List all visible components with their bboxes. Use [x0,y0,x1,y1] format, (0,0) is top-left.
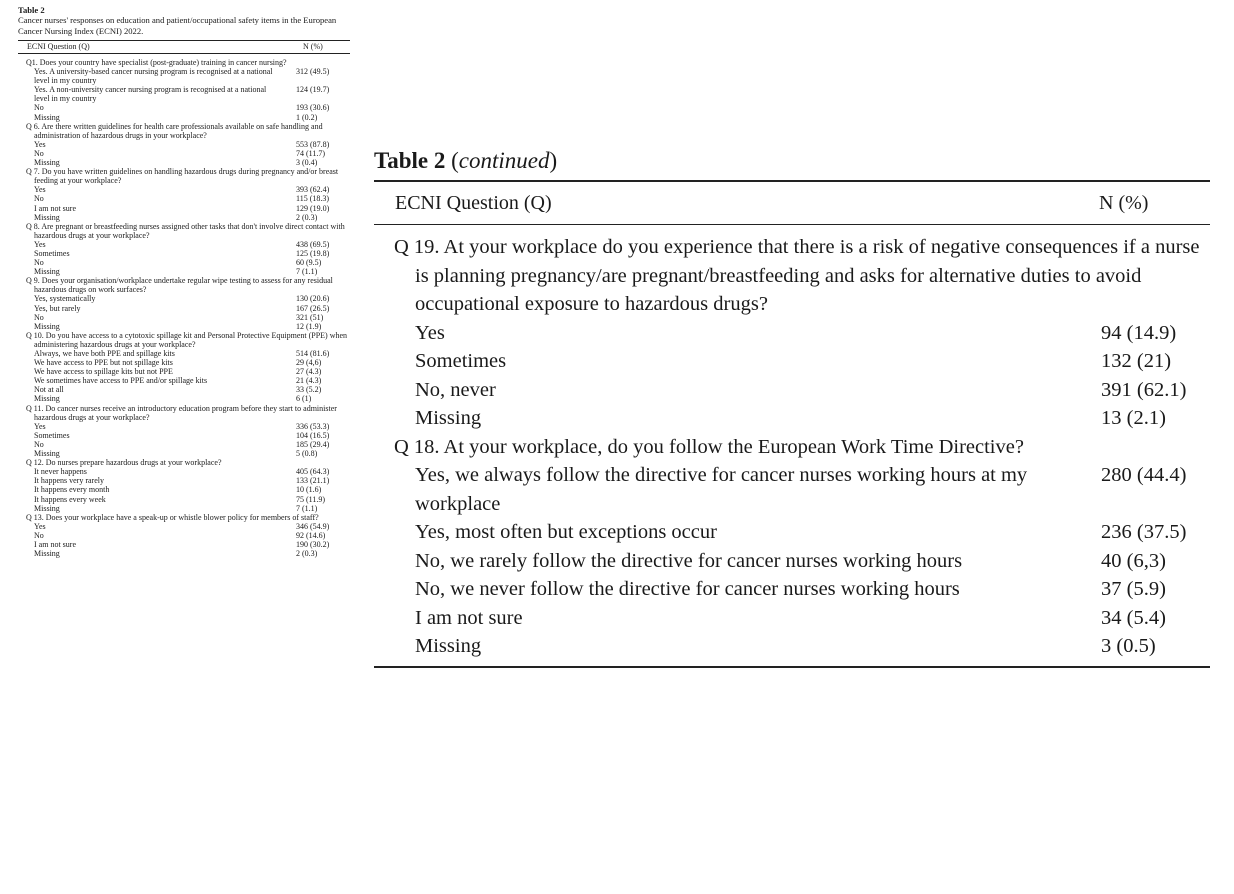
answer-label: Missing [34,112,60,122]
header-rule [374,224,1210,225]
answer-count: 193 (30.6) [296,103,330,113]
table-caption: Cancer nurses' responses on education and patient/occupational safety items in the European Cancer Nursing Index (ECNI) 2022. [18,15,337,36]
answer-row [18,422,350,431]
answer-count: 280 (44.4) [1101,464,1187,486]
table-2-continued-page [374,146,1210,668]
question-text: Q 6. Are there written guidelines for health care professionals available on safe handling and administration of hazardous drugs in your workplace? [26,121,323,140]
answer-label: Sometimes [34,248,70,258]
answer-label: Yes, we always follow the directive for cancer nurses working hours at my workplace [415,464,1028,515]
answer-count: 321 (51) [296,312,324,322]
answer-row [18,431,350,440]
answer-count: 2 (0.3) [296,549,318,559]
answer-count: 75 (11.9) [296,494,326,504]
answer-count: 312 (49.5) [296,67,330,77]
answer-label: Sometimes [415,350,507,372]
answer-row [18,249,350,258]
table-title: Table 2 (continued) [374,148,558,173]
answer-label: Yes, most often but exceptions occur [415,521,717,543]
answer-row [18,113,350,122]
answer-label: Missing [34,267,60,277]
answer-label: No, never [415,378,496,401]
answer-row [374,575,1210,604]
answer-label: We have access to PPE but not spillage kits [34,358,173,368]
answer-label: It happens every month [34,485,110,495]
answer-label: Missing [415,635,482,657]
table-body [374,233,1210,661]
answer-label: Always, we have both PPE and spillage kits [34,349,175,358]
answer-count: 167 (26.5) [296,303,330,313]
table-title-continued: continued [458,148,550,173]
answer-row [18,149,350,158]
question-text: Q 13. Does your workplace have a speak-up or whistle blower policy for members of staff? [26,512,319,522]
answer-count: 3 (0.4) [296,158,318,168]
question-text: Q 11. Do cancer nurses receive an introductory education program before they start to administer hazardous drugs at your workplace? [26,403,337,422]
answer-row [374,404,1210,433]
answer-row [18,322,350,331]
table-header [374,182,1210,224]
column-header-n: N (%) [1099,192,1149,214]
answer-row [18,349,350,358]
answer-row [18,522,350,531]
question-text: Q 8. Are pregnant or breastfeeding nurses assigned other tasks that don't involve direct contact with hazardous drugs at your workplace? [26,221,345,240]
answer-count: 12 (1.9) [296,321,322,331]
answer-row [18,485,350,494]
answer-label: No [34,439,44,449]
answer-row [18,194,350,203]
answer-count: 133 (21.1) [296,476,330,486]
answer-row [374,376,1210,405]
answer-label: Missing [34,321,60,331]
answer-row [18,385,350,394]
answer-row [374,518,1210,547]
answer-label: Missing [34,503,60,513]
answer-label: Missing [415,407,482,429]
answer-row [18,495,350,504]
answer-row [374,632,1210,661]
answer-count: 2 (0.3) [296,212,318,222]
answer-row [18,267,350,276]
answer-row [18,476,350,485]
answer-label: Yes [415,321,445,344]
answer-count: 393 (62.4) [296,185,330,195]
answer-count: 7 (1.1) [296,503,318,513]
answer-label: We have access to spillage kits but not PPE [34,367,173,377]
answer-label: Sometimes [34,430,70,440]
answer-count: 10 (1.6) [296,485,322,495]
answer-row [18,258,350,267]
answer-label: Yes [34,521,46,531]
bottom-rule [374,666,1210,668]
answer-label: I am not sure [34,539,76,549]
answer-row [374,604,1210,633]
answer-row [374,547,1210,576]
answer-row [18,358,350,367]
table-title-label: Table 2 [374,148,446,173]
answer-count: 104 (16.5) [296,430,330,440]
answer-count: 37 (5.9) [1101,578,1166,600]
answer-label: I am not sure [34,203,76,213]
answer-count: 236 (37.5) [1101,521,1187,543]
answer-label: No [34,258,44,268]
answer-row [18,440,350,449]
answer-count: 5 (0.8) [296,449,318,459]
answer-row [18,85,350,103]
answer-count: 190 (30.2) [296,539,330,549]
question-text: Q 12. Do nurses prepare hazardous drugs at your workplace? [26,458,222,468]
answer-row [18,240,350,249]
question-text: Q 10. Do you have access to a cytotoxic spillage kit and Personal Protective Equipment (PPE) when administering hazardous drugs at your workplace? [26,330,348,349]
answer-row [18,304,350,313]
answer-label: It happens every week [34,494,106,504]
answer-row [18,185,350,194]
answer-label: Yes [34,421,46,431]
answer-count: 514 (81.6) [296,349,330,358]
answer-label: No, we never follow the directive for cancer nurses working hours [415,578,960,600]
table-body [18,58,350,558]
answer-label: Not at all [34,385,64,395]
answer-count: 6 (1) [296,394,312,404]
answer-label: No [34,103,44,113]
answer-count: 125 (19.8) [296,248,330,258]
table-label: Table 2 [18,5,45,15]
column-header-n: N (%) [303,42,323,51]
answer-row [374,461,1210,518]
answer-label: Missing [34,549,60,559]
answer-count: 124 (19.7) [296,85,330,95]
question-text: Q 7. Do you have written guidelines on handling hazardous drugs during pregnancy and/or breast feeding at your workplace? [26,167,339,186]
answer-label: Missing [34,394,60,404]
answer-label: Yes [34,239,46,249]
answer-row [18,103,350,112]
answer-label: No [34,194,44,204]
answer-row [18,213,350,222]
answer-count: 438 (69.5) [296,239,330,249]
question-text: Q 19. At your workplace do you experience that there is a risk of negative consequences if a nurse is planning pregnancy/are pregnant/breastfeeding and asks for alternative duties to avoid occupational exposure to hazardous drugs? [394,236,1200,315]
table-2-page [18,5,350,558]
answer-count: 60 (9.5) [296,258,322,268]
answer-label: It never happens [34,467,87,477]
answer-row [18,67,350,85]
answer-row [18,394,350,403]
answer-label: Yes, but rarely [34,303,81,313]
answer-label: Yes [34,185,46,195]
answer-count: 29 (4,6) [296,358,322,368]
answer-row [18,376,350,385]
answer-label: I am not sure [415,606,523,629]
answer-label: Yes. A university-based cancer nursing program is recognised at a national level in my country [34,67,273,86]
answer-count: 34 (5.4) [1101,606,1166,629]
answer-count: 115 (18.3) [296,194,330,204]
answer-count: 391 (62.1) [1101,378,1187,401]
answer-count: 336 (53.3) [296,421,330,431]
question-text: Q 9. Does your organisation/workplace undertake regular wipe testing to assess for any residual hazardous drugs on work surfaces? [26,276,333,295]
answer-row [18,294,350,303]
question-text: Q1. Does your country have specialist (post-graduate) training in cancer nursing? [26,58,287,67]
column-header-question: ECNI Question (Q) [27,42,90,51]
answer-label: No [34,530,44,540]
answer-label: Missing [34,212,60,222]
answer-count: 405 (64.3) [296,467,330,477]
answer-count: 40 (6,3) [1101,549,1166,572]
answer-label: Yes. A non-university cancer nursing program is recognised at a national level in my country [34,85,267,104]
answer-label: Yes [34,139,46,149]
answer-label: Missing [34,449,60,459]
column-header-question: ECNI Question (Q) [395,192,552,214]
answer-row [18,540,350,549]
answer-row [18,504,350,513]
answer-count: 185 (29.4) [296,439,330,449]
answer-count: 33 (5.2) [296,385,322,395]
answer-label: It happens very rarely [34,476,104,486]
answer-row [18,313,350,322]
answer-row [18,140,350,149]
table-header [18,40,350,54]
answer-count: 94 (14.9) [1101,321,1177,344]
answer-count: 130 (20.6) [296,294,330,304]
answer-count: 74 (11.7) [296,148,326,158]
answer-row [18,467,350,476]
answer-row [18,531,350,540]
answer-row [18,158,350,167]
answer-count: 132 (21) [1101,350,1172,372]
answer-row [18,204,350,213]
question-text: Q 18. At your workplace, do you follow the European Work Time Directive? [394,435,1024,458]
answer-count: 13 (2.1) [1101,407,1166,429]
answer-count: 27 (4.3) [296,367,322,377]
answer-label: Yes, systematically [34,294,96,304]
answer-label: No, we rarely follow the directive for cancer nurses working hours [415,549,963,572]
answer-row [18,367,350,376]
answer-count: 1 (0.2) [296,112,318,122]
answer-label: Missing [34,158,60,168]
answer-count: 92 (14.6) [296,530,326,540]
answer-row [374,347,1210,376]
answer-row [18,449,350,458]
answer-count: 7 (1.1) [296,267,318,277]
answer-row [374,319,1210,348]
answer-label: No [34,312,44,322]
answer-count: 129 (19.0) [296,203,330,213]
answer-count: 346 (54.9) [296,521,330,531]
answer-count: 3 (0.5) [1101,635,1156,657]
answer-count: 553 (87.8) [296,139,330,149]
answer-label: We sometimes have access to PPE and/or spillage kits [34,376,208,386]
answer-count: 21 (4.3) [296,376,322,386]
answer-label: No [34,148,44,158]
answer-row [18,549,350,558]
